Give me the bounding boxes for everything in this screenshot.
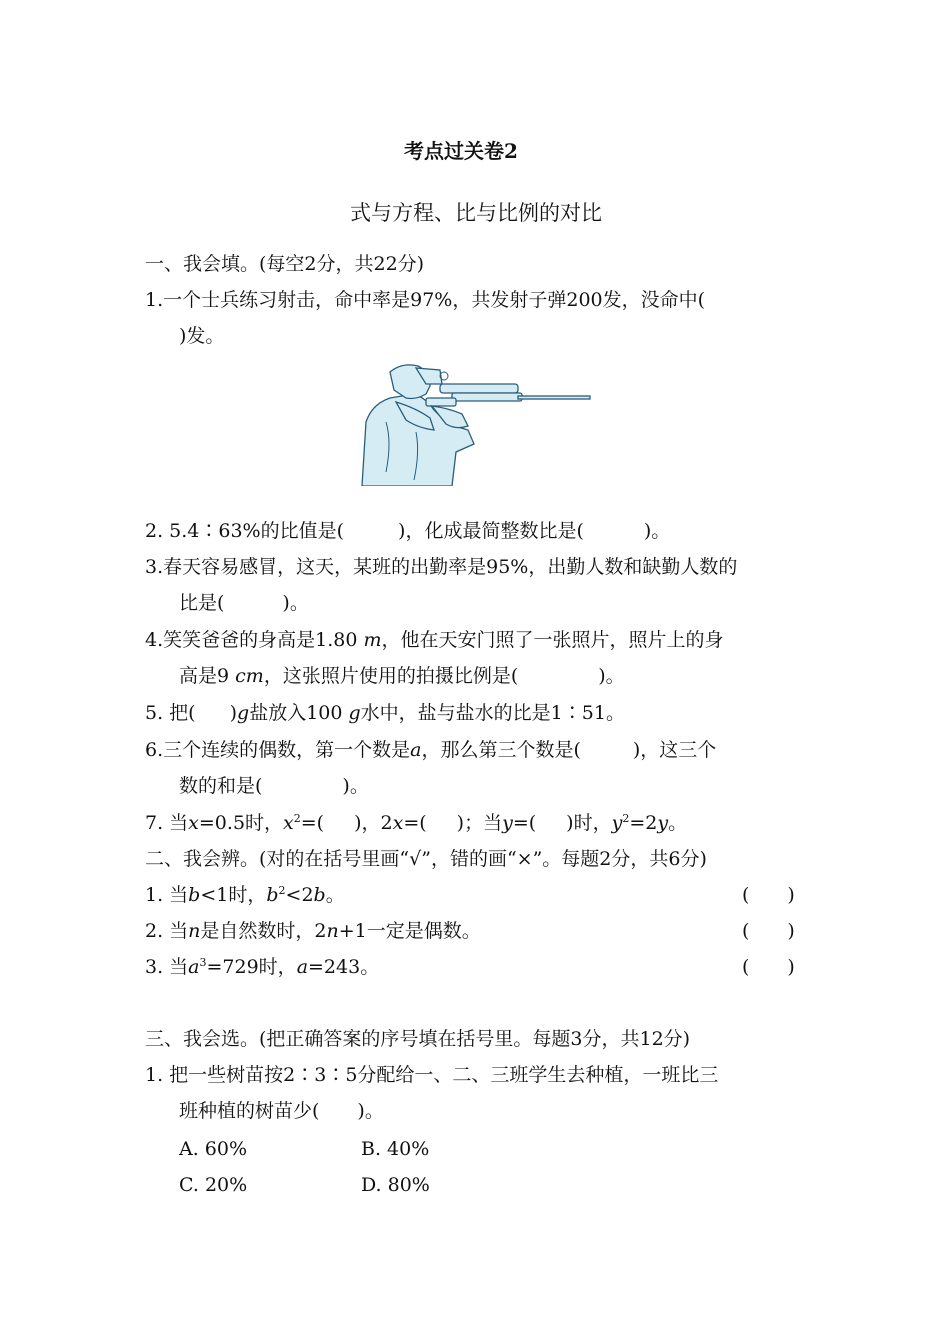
q5 — [145, 700, 625, 726]
q5-a: 5. 把( — [145, 702, 196, 724]
q6-line1 — [145, 737, 716, 763]
q1-line2: )发。 — [179, 325, 225, 347]
q7-i: =2 — [629, 812, 658, 834]
q5-c: 水中，盐与盐水的比是1∶51。 — [360, 702, 625, 724]
q5-paren-close: ) — [229, 702, 238, 724]
q2-c: )。 — [643, 520, 671, 542]
s2-q3-b: =729时， — [206, 956, 297, 978]
q4-line1-b: ，他在天安门照了一张照片，照片上的身 — [381, 629, 724, 651]
page-subtitle: 式与方程、比与比例的对比 — [350, 201, 602, 225]
q7-b: =0.5时， — [198, 812, 284, 834]
s3-q1-option-d[interactable]: D. 80% — [361, 1174, 430, 1196]
q7-c: =( — [300, 812, 325, 834]
soldier-shooting-illustration — [356, 362, 592, 486]
s2-q1-sup: 2 — [278, 884, 286, 897]
q7-f: )；当 — [456, 812, 503, 834]
q2-b: )，化成最简整数比是( — [398, 520, 584, 542]
section2-heading: 二、我会辨。(对的在括号里画“√”，错的画“×”。每题2分，共6分) — [145, 848, 707, 870]
q6-line1-b: ，那么第三个数是( — [421, 739, 581, 761]
q7-d: )，2 — [354, 812, 393, 834]
q7-x2: x — [283, 812, 294, 834]
q5-g2: g — [348, 702, 361, 724]
q7-e: =( — [403, 812, 427, 834]
s2-q2-a: 2. 当 — [145, 920, 189, 942]
s2-q3-c: =243。 — [308, 956, 380, 978]
q3-line2 — [179, 590, 309, 616]
q7-x: x — [188, 812, 199, 834]
q7-y2: y — [611, 812, 623, 834]
s3-q1-option-b[interactable]: B. 40% — [361, 1138, 430, 1160]
q4-line1-a: 4.笑笑爸爸的身高是1.80 — [145, 629, 364, 651]
q4-line2-c: )。 — [598, 665, 625, 687]
q7-g: =( — [512, 812, 537, 834]
q6-line1-a: 6.三个连续的偶数，第一个数是 — [145, 739, 411, 761]
s2-q1-b-var: b — [188, 884, 201, 906]
q7-a: 7. 当 — [145, 812, 189, 834]
section1-heading: 一、我会填。(每空2分，共22分) — [145, 253, 425, 275]
s2-q1-d: 。 — [325, 884, 345, 906]
s2-q1-b: <1时， — [200, 884, 267, 906]
q7-sup1: 2 — [293, 812, 301, 825]
q6-line1-c: )，这三个 — [632, 739, 717, 761]
q7-h: )时， — [566, 812, 612, 834]
q6-line2-b: )。 — [342, 775, 369, 797]
q5-b: 盐放入100 — [249, 702, 349, 724]
s2-q1-b3: b — [313, 884, 326, 906]
s3-q1-option-a[interactable]: A. 60% — [179, 1138, 248, 1160]
q7-x3: x — [392, 812, 404, 834]
q3-line1: 3.春天容易感冒，这天，某班的出勤率是95%，出勤人数和缺勤人数的 — [145, 556, 738, 578]
s2-q2-n2: n — [326, 920, 339, 942]
section3-heading: 三、我会选。(把正确答案的序号填在括号里。每题3分，共12分) — [145, 1028, 691, 1050]
q4-line1 — [145, 627, 724, 653]
q7-y: y — [502, 812, 513, 834]
q7-y3: y — [657, 812, 669, 834]
s3-q1-option-c[interactable]: C. 20% — [179, 1174, 248, 1196]
s2-q3-sup: 3 — [199, 956, 207, 969]
s2-q2-answer-paren[interactable]: ( ) — [742, 920, 795, 942]
q3-b: )。 — [282, 592, 309, 614]
q2-a: 2. 5.4∶63%的比值是( — [145, 520, 345, 542]
q4-unit-cm: cm — [235, 665, 264, 687]
q4-line2 — [179, 663, 625, 689]
q7-j: 。 — [668, 812, 688, 834]
s3-q1-line1: 1. 把一些树苗按2∶3∶5分配给一、二、三班学生去种植，一班比三 — [145, 1064, 719, 1086]
q1-line1: 1.一个士兵练习射击，命中率是97%，共发射子弹200发，没命中( — [145, 289, 706, 311]
s2-q2-c: +1一定是偶数。 — [338, 920, 481, 942]
s2-q3-a2: a — [296, 956, 309, 978]
q4-line2-a: 高是9 — [179, 665, 236, 687]
s2-q2-b: 是自然数时，2 — [200, 920, 327, 942]
s3-q1-line2: 班种植的树苗少( )。 — [179, 1100, 384, 1122]
s2-q2 — [145, 918, 481, 944]
s2-q3-a: 3. 当 — [145, 956, 189, 978]
q6-line2-a: 数的和是( — [179, 775, 263, 797]
q2 — [145, 518, 670, 544]
s2-q1-c: <2 — [285, 884, 314, 906]
q3-a: 比是( — [179, 592, 225, 614]
s2-q3-answer-paren[interactable]: ( ) — [742, 956, 795, 978]
s2-q1-a: 1. 当 — [145, 884, 189, 906]
q6-var-a: a — [410, 739, 422, 761]
q6-line2 — [179, 773, 369, 799]
q5-g1: g — [237, 702, 250, 724]
page-title: 考点过关卷2 — [404, 139, 518, 163]
s2-q1-answer-paren[interactable]: ( ) — [742, 884, 795, 906]
q7-sup2: 2 — [622, 812, 630, 825]
q4-unit-m: m — [363, 629, 382, 651]
s2-q3-a-var: a — [188, 956, 200, 978]
s2-q2-n: n — [188, 920, 201, 942]
s2-q1 — [145, 882, 345, 908]
s2-q1-b2: b — [266, 884, 279, 906]
q4-line2-b: ，这张照片使用的拍摄比例是( — [263, 665, 519, 687]
s2-q3 — [145, 954, 379, 980]
q7 — [145, 810, 687, 836]
